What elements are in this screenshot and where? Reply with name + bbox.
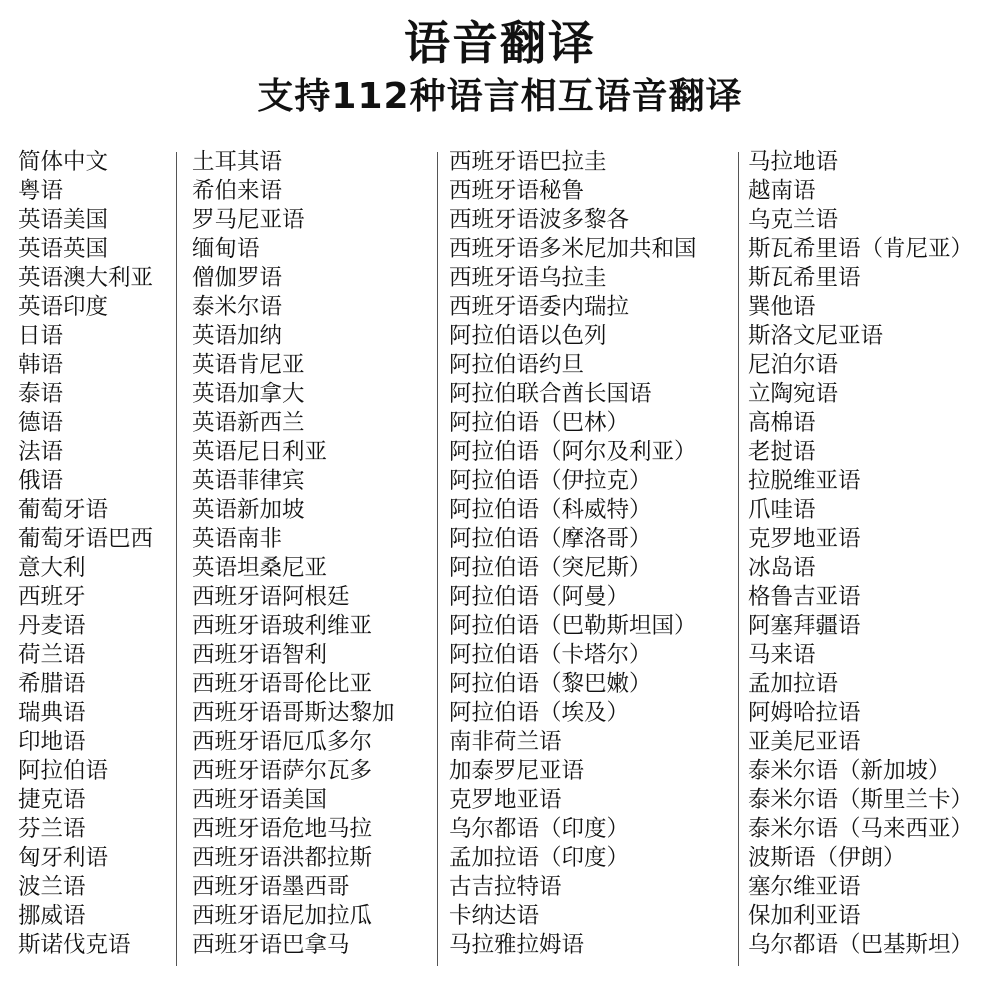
language-list xyxy=(449,148,739,960)
language-item: 阿姆哈拉语 xyxy=(748,700,861,726)
language-item: 克罗地亚语 xyxy=(449,787,562,813)
language-item: 西班牙语多米尼加共和国 xyxy=(449,236,697,262)
language-column-3 xyxy=(449,148,739,968)
language-column-1 xyxy=(18,148,178,968)
language-item: 英语新西兰 xyxy=(192,410,305,436)
language-item: 阿拉伯语（突尼斯） xyxy=(449,555,652,581)
language-item: 德语 xyxy=(18,410,64,436)
language-item: 波斯语（伊朗） xyxy=(748,845,906,871)
language-item: 希腊语 xyxy=(18,671,86,697)
language-item: 西班牙 xyxy=(18,584,86,610)
language-column-4 xyxy=(748,148,998,968)
language-item: 泰米尔语 xyxy=(192,294,283,320)
language-item: 乌尔都语（印度） xyxy=(449,816,630,842)
language-item: 印地语 xyxy=(18,729,86,755)
language-item: 西班牙语巴拿马 xyxy=(192,932,350,958)
language-item: 匈牙利语 xyxy=(18,845,109,871)
language-item: 马拉地语 xyxy=(748,149,839,175)
language-item: 阿拉伯语（科威特） xyxy=(449,497,652,523)
language-item: 泰语 xyxy=(18,381,64,407)
language-item: 阿拉伯语（伊拉克） xyxy=(449,468,652,494)
page-subtitle: 支持112种语言相互语音翻译 xyxy=(257,76,743,117)
language-item: 阿拉伯语（阿曼） xyxy=(449,584,630,610)
language-columns xyxy=(0,148,1000,968)
language-item: 泰米尔语（斯里兰卡） xyxy=(748,787,974,813)
language-item: 英语坦桑尼亚 xyxy=(192,555,328,581)
language-item: 西班牙语乌拉圭 xyxy=(449,265,607,291)
language-item: 泰米尔语（马来西亚） xyxy=(748,816,974,842)
language-item: 老挝语 xyxy=(748,439,816,465)
column-divider xyxy=(738,152,739,966)
language-item: 西班牙语巴拉圭 xyxy=(449,149,607,175)
language-item: 高棉语 xyxy=(748,410,816,436)
language-item: 西班牙语玻利维亚 xyxy=(192,613,373,639)
language-item: 克罗地亚语 xyxy=(748,526,861,552)
language-item: 阿拉伯语（卡塔尔） xyxy=(449,642,652,668)
language-item: 英语印度 xyxy=(18,294,109,320)
language-item: 波兰语 xyxy=(18,874,86,900)
language-item: 英语新加坡 xyxy=(192,497,305,523)
language-item: 法语 xyxy=(18,439,64,465)
language-item: 阿拉伯语（巴勒斯坦国） xyxy=(449,613,697,639)
language-list xyxy=(18,148,178,960)
language-item: 冰岛语 xyxy=(748,555,816,581)
language-item: 塞尔维亚语 xyxy=(748,874,861,900)
language-item: 阿塞拜疆语 xyxy=(748,613,861,639)
language-item: 保加利亚语 xyxy=(748,903,861,929)
language-item: 芬兰语 xyxy=(18,816,86,842)
language-item: 越南语 xyxy=(748,178,816,204)
language-item: 西班牙语萨尔瓦多 xyxy=(192,758,373,784)
language-item: 西班牙语危地马拉 xyxy=(192,816,373,842)
language-item: 乌克兰语 xyxy=(748,207,839,233)
language-item: 南非荷兰语 xyxy=(449,729,562,755)
language-item: 斯诺伐克语 xyxy=(18,932,131,958)
language-item: 粤语 xyxy=(18,178,64,204)
language-item: 阿拉伯语（黎巴嫩） xyxy=(449,671,652,697)
language-item: 西班牙语哥伦比亚 xyxy=(192,671,373,697)
language-item: 格鲁吉亚语 xyxy=(748,584,861,610)
language-item: 爪哇语 xyxy=(748,497,816,523)
language-item: 葡萄牙语 xyxy=(18,497,109,523)
language-item: 加泰罗尼亚语 xyxy=(449,758,585,784)
language-item: 斯洛文尼亚语 xyxy=(748,323,884,349)
language-item: 西班牙语墨西哥 xyxy=(192,874,350,900)
language-item: 阿拉伯语（摩洛哥） xyxy=(449,526,652,552)
language-item: 西班牙语厄瓜多尔 xyxy=(192,729,373,755)
language-item: 孟加拉语（印度） xyxy=(449,845,630,871)
language-item: 英语尼日利亚 xyxy=(192,439,328,465)
language-item: 斯瓦希里语 xyxy=(748,265,861,291)
language-item: 英语肯尼亚 xyxy=(192,352,305,378)
language-item: 韩语 xyxy=(18,352,64,378)
language-item: 马来语 xyxy=(748,642,816,668)
language-item: 西班牙语秘鲁 xyxy=(449,178,585,204)
language-item: 意大利 xyxy=(18,555,86,581)
language-item: 阿拉伯语以色列 xyxy=(449,323,607,349)
language-item: 斯瓦希里语（肯尼亚） xyxy=(748,236,974,262)
language-item: 拉脱维亚语 xyxy=(748,468,861,494)
language-item: 西班牙语智利 xyxy=(192,642,328,668)
language-item: 亚美尼亚语 xyxy=(748,729,861,755)
language-item: 英语加纳 xyxy=(192,323,283,349)
language-item: 阿拉伯联合酋长国语 xyxy=(449,381,652,407)
language-item: 英语美国 xyxy=(18,207,109,233)
language-item: 阿拉伯语 xyxy=(18,758,109,784)
language-item: 马拉雅拉姆语 xyxy=(449,932,585,958)
language-item: 俄语 xyxy=(18,468,64,494)
language-item: 西班牙语美国 xyxy=(192,787,328,813)
language-item: 西班牙语阿根廷 xyxy=(192,584,350,610)
language-item: 英语加拿大 xyxy=(192,381,305,407)
language-item: 泰米尔语（新加坡） xyxy=(748,758,951,784)
language-item: 乌尔都语（巴基斯坦） xyxy=(748,932,974,958)
language-item: 希伯来语 xyxy=(192,178,283,204)
language-item: 西班牙语洪都拉斯 xyxy=(192,845,373,871)
language-item: 卡纳达语 xyxy=(449,903,540,929)
language-item: 丹麦语 xyxy=(18,613,86,639)
language-item: 罗马尼亚语 xyxy=(192,207,305,233)
language-item: 葡萄牙语巴西 xyxy=(18,526,154,552)
language-item: 缅甸语 xyxy=(192,236,260,262)
language-item: 阿拉伯语（阿尔及利亚） xyxy=(449,439,697,465)
language-item: 尼泊尔语 xyxy=(748,352,839,378)
language-item: 土耳其语 xyxy=(192,149,283,175)
language-item: 孟加拉语 xyxy=(748,671,839,697)
language-item: 立陶宛语 xyxy=(748,381,839,407)
language-item: 阿拉伯语（巴林） xyxy=(449,410,630,436)
language-item: 西班牙语委内瑞拉 xyxy=(449,294,630,320)
language-item: 西班牙语波多黎各 xyxy=(449,207,630,233)
language-list xyxy=(748,148,998,960)
language-item: 阿拉伯语（埃及） xyxy=(449,700,630,726)
language-item: 挪威语 xyxy=(18,903,86,929)
language-list xyxy=(192,148,432,960)
language-item: 巽他语 xyxy=(748,294,816,320)
language-item: 阿拉伯语约旦 xyxy=(449,352,585,378)
page-title: 语音翻译 xyxy=(404,16,596,70)
language-item: 捷克语 xyxy=(18,787,86,813)
language-item: 西班牙语哥斯达黎加 xyxy=(192,700,395,726)
language-item: 西班牙语尼加拉瓜 xyxy=(192,903,373,929)
language-item: 英语澳大利亚 xyxy=(18,265,154,291)
language-item: 日语 xyxy=(18,323,64,349)
language-item: 英语英国 xyxy=(18,236,109,262)
language-item: 僧伽罗语 xyxy=(192,265,283,291)
language-item: 古吉拉特语 xyxy=(449,874,562,900)
language-item: 瑞典语 xyxy=(18,700,86,726)
language-item: 英语南非 xyxy=(192,526,283,552)
language-item: 简体中文 xyxy=(18,149,109,175)
language-item: 英语菲律宾 xyxy=(192,468,305,494)
language-item: 荷兰语 xyxy=(18,642,86,668)
column-divider xyxy=(176,152,177,966)
header xyxy=(0,0,1000,140)
language-column-2 xyxy=(192,148,432,968)
column-divider xyxy=(437,152,438,966)
